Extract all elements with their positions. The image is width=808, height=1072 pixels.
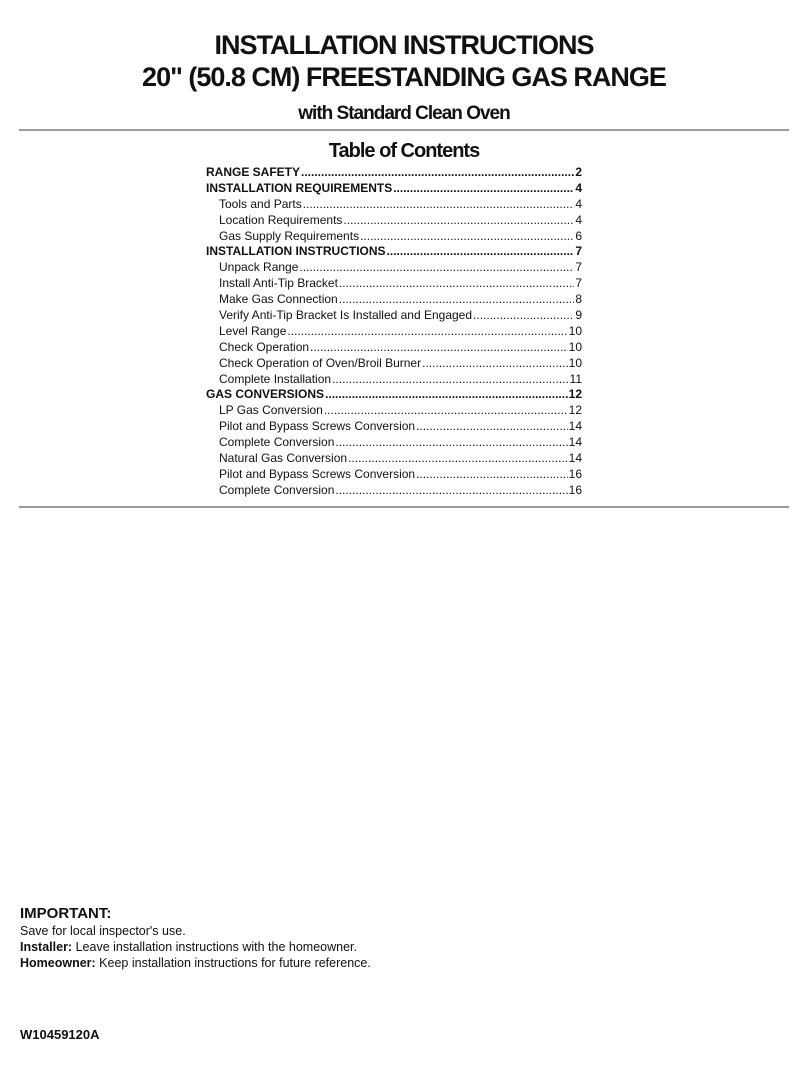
toc-leader-dots — [335, 435, 567, 451]
homeowner-note — [20, 955, 620, 971]
inspector-note: Save for local inspector's use. — [20, 924, 186, 938]
toc-entry-page: 14 — [568, 435, 582, 450]
installer-note — [20, 939, 620, 955]
toc-entry — [206, 181, 582, 197]
toc-entry — [206, 244, 582, 260]
toc-entry — [206, 197, 582, 213]
toc-entry — [206, 451, 582, 467]
toc-entry-page: 6 — [575, 228, 582, 243]
toc-entry-page: 14 — [568, 419, 582, 434]
bottom-divider — [19, 506, 789, 508]
toc-entry — [206, 419, 582, 435]
toc-entry-page: 8 — [575, 292, 582, 307]
document-number: W10459120A — [20, 1027, 100, 1042]
document-title-line-1: INSTALLATION INSTRUCTIONS — [214, 30, 594, 60]
toc-entry-label: Natural Gas Conversion — [219, 451, 348, 466]
top-divider — [19, 129, 789, 131]
toc-entry — [206, 229, 582, 245]
toc-entry-page: 12 — [568, 403, 582, 418]
toc-entry — [206, 292, 582, 308]
toc-leader-dots — [299, 260, 574, 276]
toc-entry-label: Pilot and Bypass Screws Conversion — [219, 466, 416, 481]
toc-heading: Table of Contents — [328, 140, 480, 162]
toc-leader-dots — [360, 229, 574, 245]
toc-entry-label: INSTALLATION INSTRUCTIONS — [206, 244, 386, 259]
toc-leader-dots — [301, 165, 574, 181]
toc-leader-dots — [325, 387, 568, 403]
toc-entry — [206, 213, 582, 229]
toc-entry — [206, 356, 582, 372]
toc-leader-dots — [339, 276, 574, 292]
important-notice — [20, 905, 620, 971]
toc-leader-dots — [324, 403, 568, 419]
toc-entry — [206, 372, 582, 388]
toc-entry — [206, 403, 582, 419]
toc-entry-label: INSTALLATION REQUIREMENTS — [206, 180, 393, 195]
toc-entry-page: 10 — [568, 355, 582, 370]
toc-leader-dots — [422, 356, 568, 372]
toc-leader-dots — [339, 292, 575, 308]
toc-entry — [206, 340, 582, 356]
toc-leader-dots — [348, 451, 568, 467]
toc-entry — [206, 483, 582, 499]
toc-entry — [206, 308, 582, 324]
toc-entry-page: 9 — [575, 308, 582, 323]
toc-entry — [206, 435, 582, 451]
toc-entry-page: 7 — [575, 260, 582, 275]
toc-entry-page: 7 — [575, 244, 582, 259]
toc-entry-label: LP Gas Conversion — [219, 403, 323, 418]
toc-entry-label: Complete Conversion — [219, 482, 335, 497]
toc-entry-label: Make Gas Connection — [219, 292, 338, 307]
installer-text: Leave installation instructions with the homeowner. — [72, 940, 357, 954]
toc-entry — [206, 165, 582, 181]
homeowner-label: Homeowner: — [20, 956, 96, 970]
homeowner-text: Keep installation instructions for future reference. — [95, 956, 371, 970]
toc-entry-label: Tools and Parts — [219, 196, 302, 211]
toc-entry-page: 4 — [575, 212, 582, 227]
toc-leader-dots — [387, 244, 575, 260]
toc-entry-page: 2 — [575, 165, 582, 179]
toc-entry-label: Gas Supply Requirements — [219, 228, 360, 243]
toc-entry-label: Complete Installation — [219, 371, 332, 386]
toc-leader-dots — [310, 340, 568, 356]
toc-entry-page: 11 — [569, 371, 582, 386]
toc-leader-dots — [473, 308, 574, 324]
toc-entry-label: Check Operation of Oven/Broil Burner — [219, 355, 422, 370]
toc-entry-label: Complete Conversion — [219, 435, 335, 450]
toc-entry — [206, 387, 582, 403]
toc-entry-page: 4 — [575, 180, 582, 195]
toc-entry-page: 12 — [568, 387, 582, 402]
toc-entry-label: Verify Anti-Tip Bracket Is Installed and Engaged — [219, 308, 473, 323]
toc-entry-label: Check Operation — [219, 339, 310, 354]
toc-leader-dots — [287, 324, 567, 340]
toc-entry-label: GAS CONVERSIONS — [206, 387, 325, 402]
toc-leader-dots — [335, 483, 567, 499]
toc-entry-page: 7 — [575, 276, 582, 291]
toc-entry-label: RANGE SAFETY — [206, 165, 301, 179]
toc-entry-label: Unpack Range — [219, 260, 299, 275]
toc-leader-dots — [393, 181, 574, 197]
toc-entry-label: Pilot and Bypass Screws Conversion — [219, 419, 416, 434]
toc-entry-page: 4 — [575, 196, 582, 211]
toc-entry — [206, 324, 582, 340]
toc-entry — [206, 276, 582, 292]
toc-entry-label: Install Anti-Tip Bracket — [219, 276, 338, 291]
toc-entry-page: 14 — [568, 451, 582, 466]
toc-leader-dots — [416, 419, 568, 435]
toc-entry-page: 16 — [568, 466, 582, 481]
toc-leader-dots — [343, 213, 574, 229]
installer-label: Installer: — [20, 940, 73, 954]
document-title-line-2: 20" (50.8 CM) FREESTANDING GAS RANGE — [142, 62, 666, 92]
document-subtitle: with Standard Clean Oven — [298, 103, 510, 124]
toc-entry-page: 10 — [568, 339, 582, 354]
toc-entry-page: 10 — [568, 323, 582, 338]
toc-leader-dots — [303, 197, 575, 213]
toc-entry — [206, 260, 582, 276]
toc-entry-page: 16 — [568, 482, 582, 497]
table-of-contents — [206, 165, 582, 499]
toc-leader-dots — [332, 372, 568, 388]
toc-entry-label: Location Requirements — [219, 212, 343, 227]
toc-entry — [206, 467, 582, 483]
important-heading: IMPORTANT: — [20, 905, 112, 922]
toc-entry-label: Level Range — [219, 323, 287, 338]
toc-leader-dots — [416, 467, 568, 483]
